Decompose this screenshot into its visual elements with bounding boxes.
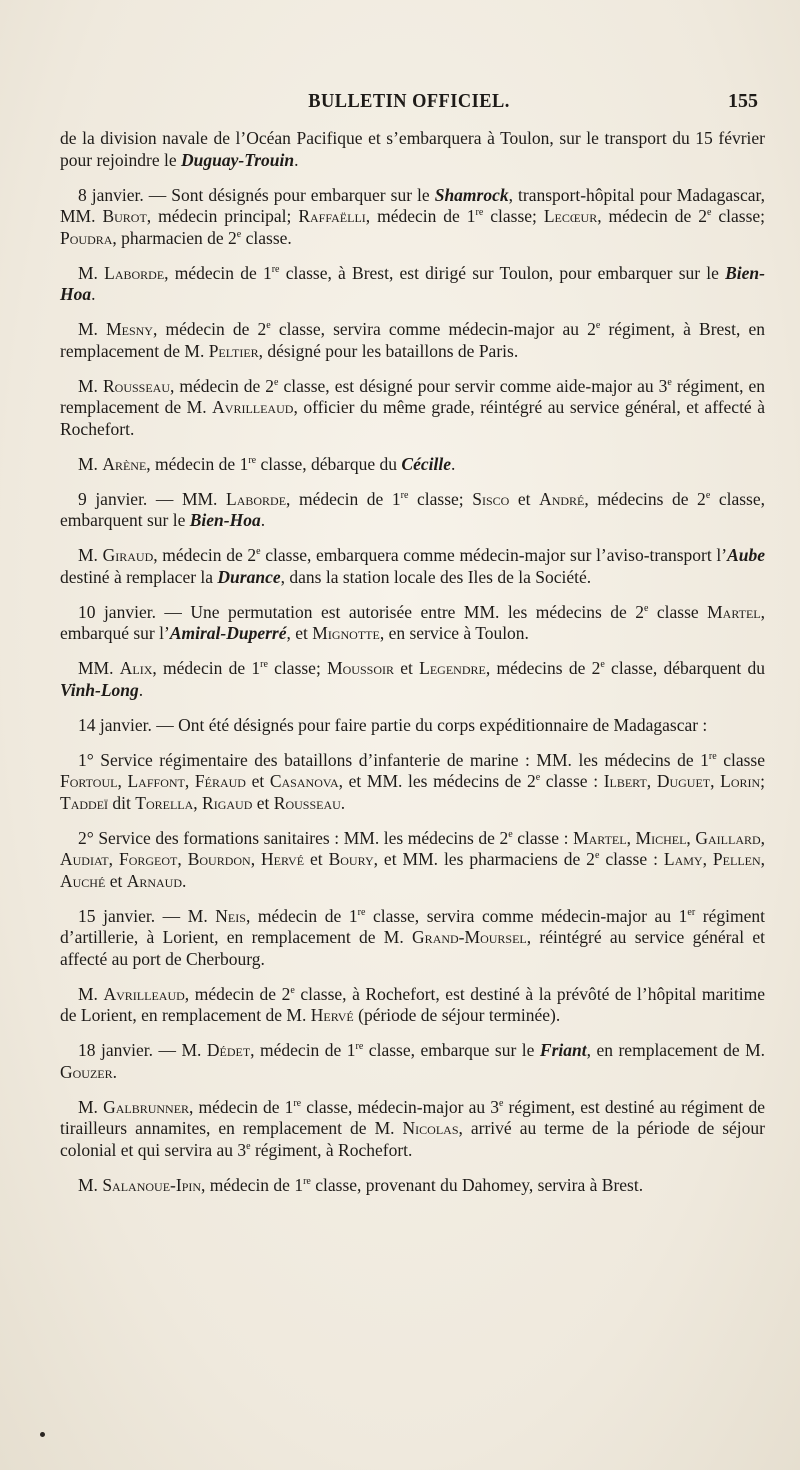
paragraph [60, 984, 765, 1027]
text-run: classe : [512, 827, 574, 848]
text-run: classe; [267, 658, 328, 678]
person-name: Poudra [60, 227, 113, 248]
person-name: Rousseau [102, 375, 170, 396]
text-run: , en remplacement de M. [586, 1040, 766, 1060]
text-run: , médecin de 2 [184, 983, 291, 1004]
person-name: Hervé [261, 849, 305, 869]
text-run: , [117, 771, 128, 791]
person-name: Gouzer [60, 1061, 113, 1082]
text-run: , et MM. les médecins de 2 [338, 771, 536, 791]
text-run: classe, débarquent du [604, 658, 765, 678]
paragraph [60, 1175, 765, 1197]
text-run: , médecin de 2 [152, 319, 267, 339]
person-name: Torella [135, 792, 194, 813]
person-name: Avrilleaud [103, 983, 185, 1004]
text-run: , [760, 827, 766, 848]
text-run: classe; [408, 488, 473, 509]
text-run: , dans la station locale des Iles de la Société. [280, 566, 592, 587]
ordinal-suffix: e [508, 828, 513, 840]
text-run: 9 janvier. — MM. [78, 488, 226, 509]
text-run: , médecin de 1 [245, 905, 358, 926]
text-run: , médecin de 1 [250, 1040, 356, 1060]
text-run: classe : [599, 849, 664, 869]
paragraph [60, 1040, 765, 1083]
paragraph [60, 376, 765, 441]
person-name: Laffont [127, 771, 185, 791]
ordinal-suffix: e [594, 850, 600, 862]
text-run: . [112, 1061, 118, 1082]
ship-name: Cécille [401, 453, 451, 474]
text-run: . [294, 149, 299, 170]
ordinal-suffix: re [475, 207, 484, 219]
text-run: classe : [540, 771, 604, 791]
text-run: M. [78, 262, 105, 283]
person-name: Mignotte [312, 623, 380, 643]
ordinal-suffix: re [271, 263, 280, 275]
paragraph [60, 128, 765, 171]
text-run: classe, provenant du Dahomey, servira à Brest. [310, 1174, 644, 1195]
person-name: Sisco [472, 488, 510, 509]
ordinal-suffix: re [400, 489, 409, 501]
text-run: , en service à Toulon. [379, 623, 529, 643]
text-run: , [177, 849, 188, 869]
text-run: et [509, 488, 540, 509]
paragraph [60, 185, 765, 250]
text-run: classe, à Brest, est dirigé sur Toulon, pour embarquer sur le [279, 262, 726, 283]
text-run: , médecin de 2 [153, 545, 257, 565]
person-name: Michel [635, 827, 687, 848]
text-run: , transport-hôpital pour Madagascar, MM. [60, 184, 765, 226]
paragraph [60, 263, 765, 306]
ordinal-suffix: e [266, 320, 271, 332]
person-name: Lamy [663, 849, 703, 869]
ordinal-suffix: e [643, 602, 649, 614]
person-name: Pellen [712, 849, 761, 869]
person-name: Auché [60, 870, 106, 891]
person-name: Lorin [720, 771, 761, 791]
text-run: (période de séjour terminée). [353, 1005, 561, 1025]
text-run: régiment, est destiné au régiment de tirailleurs annamites, en remplacement de M. [60, 1096, 765, 1138]
person-name: Dédet [206, 1040, 251, 1060]
text-run: M. [78, 1174, 103, 1195]
text-run: , [193, 792, 203, 813]
person-name: Fortoul [60, 771, 118, 791]
text-run: MM. [78, 658, 120, 678]
person-name: Ilbert [603, 771, 647, 791]
text-run: 18 janvier. — M. [78, 1040, 207, 1060]
text-run: classe [648, 601, 708, 622]
ship-name: Friant [539, 1040, 587, 1060]
ship-name: Duguay-Trouin [181, 149, 295, 170]
text-run: 14 janvier. — Ont été désignés pour faire partie du corps expéditionnaire de Madagascar : [78, 714, 708, 735]
text-run: régiment, à Brest, en remplacement de M. [60, 319, 765, 361]
text-run: , [184, 771, 195, 791]
text-run: . [450, 453, 456, 474]
text-run: , médecin de 1 [286, 488, 401, 509]
person-name: Salanoue-Ipin [102, 1174, 202, 1195]
text-run: , [760, 849, 766, 869]
text-run: , médecins de 2 [584, 488, 706, 509]
ordinal-suffix: re [260, 659, 268, 671]
ordinal-suffix: e [706, 207, 712, 219]
ink-dot [40, 1432, 45, 1437]
text-run: , [710, 771, 721, 791]
ordinal-suffix: e [600, 659, 605, 671]
person-name: Laborde [226, 488, 287, 509]
text-run: , officier du même grade, réintégré au service général, et affecté à Rochefort. [60, 397, 765, 439]
person-name: Neis [215, 905, 246, 926]
page-number: 155 [728, 90, 758, 112]
ship-name: Aube [727, 545, 766, 565]
ordinal-suffix: e [595, 320, 601, 332]
paragraph [60, 750, 765, 815]
text-run: régiment d’artillerie, à Lorient, en remplacement de M. [60, 905, 765, 947]
running-head: BULLETIN OFFICIEL. [308, 90, 510, 112]
person-name: Bourdon [187, 849, 251, 869]
person-name: Lecœur [543, 206, 598, 226]
text-run: classe, embarque sur le [363, 1040, 540, 1060]
text-run: 10 janvier. — Une permutation est autorisée entre MM. les médecins de 2 [78, 601, 644, 622]
text-run: classe, débarque du [256, 453, 402, 474]
text-run: , [702, 849, 713, 869]
text-run: ; [760, 771, 766, 791]
text-run: et [393, 658, 420, 678]
text-run: M. [78, 545, 103, 565]
text-run: classe, embarquent sur le [60, 488, 765, 530]
person-name: Avrilleaud [212, 397, 294, 417]
person-name: Arène [102, 453, 147, 474]
person-name: Martel [707, 601, 761, 622]
ordinal-suffix: e [290, 984, 295, 996]
text-run: , médecin de 1 [152, 658, 261, 678]
text-run: et [105, 870, 127, 891]
text-run: . [182, 870, 187, 891]
person-name: Peltier [208, 340, 259, 361]
ordinal-suffix: re [293, 1097, 302, 1109]
person-name: Forgeot [118, 849, 178, 869]
text-run: , médecin de 2 [170, 375, 275, 396]
text-run: , [626, 827, 636, 848]
person-name: Féraud [194, 771, 246, 791]
person-name: Audiat [60, 849, 109, 869]
text-run: 1° Service régimentaire des bataillons d’infanterie de marine : MM. les médecins de 1 [78, 749, 709, 770]
ordinal-suffix: re [355, 1041, 364, 1053]
text-run: , médecin de 1 [164, 262, 272, 283]
text-run: , et [286, 623, 313, 643]
person-name: Alix [119, 658, 153, 678]
text-run: , arrivé au terme de la période de séjour colonial et qui servira au 3 [60, 1118, 765, 1160]
ship-name: Vinh-Long [60, 679, 139, 700]
person-name: Legendre [419, 658, 486, 678]
text-run: classe, à Rochefort, est destiné à la prévôté de l’hôpital maritime de Lorient, en remplacement de M. [60, 983, 766, 1025]
ship-name: Durance [217, 566, 281, 587]
person-name: Laborde [104, 262, 165, 283]
text-run: , et MM. les pharmaciens de 2 [373, 849, 595, 869]
person-name: Moussoir [327, 658, 394, 678]
text-run: de la division navale de l’Océan Pacifique et s’embarquera à Toulon, sur le transport du 15 février pour rejoindre le [60, 128, 765, 170]
paragraph [60, 1097, 765, 1162]
paragraph [60, 602, 765, 645]
person-name: Giraud [102, 545, 154, 565]
person-name: Galbrunner [103, 1096, 190, 1117]
text-run: 8 janvier. — Sont désignés pour embarquer sur le [78, 184, 435, 205]
ordinal-suffix: e [236, 228, 242, 240]
text-run: , pharmacien de 2 [112, 227, 237, 248]
text-run: , médecin principal; [146, 206, 299, 226]
text-run: et [252, 792, 274, 813]
text-run: classe; [711, 206, 766, 226]
text-run: régiment, en remplacement de M. [60, 375, 765, 417]
person-name: Duguet [656, 771, 711, 791]
paragraph [60, 658, 765, 701]
paragraph [60, 828, 765, 893]
text-run: classe. [241, 227, 292, 248]
person-name: Mesny [106, 319, 153, 339]
text-run: , médecin de 1 [189, 1096, 294, 1117]
ship-name: Bien-Hoa [189, 510, 261, 530]
text-run: M. [78, 1096, 104, 1117]
ordinal-suffix: re [303, 1175, 311, 1187]
ordinal-suffix: e [498, 1097, 504, 1109]
person-name: Nicolas [402, 1118, 459, 1138]
ordinal-suffix: er [687, 906, 696, 918]
text-run: classe, est désigné pour servir comme aide-major au 3 [278, 375, 668, 396]
text-run: , médecins de 2 [485, 658, 601, 678]
text-run: , médecin de 2 [597, 206, 707, 226]
text-run: , médecin de 1 [365, 206, 476, 226]
ordinal-suffix: e [535, 772, 541, 784]
person-name: Gaillard [695, 827, 761, 848]
ordinal-suffix: re [248, 454, 257, 466]
text-run: classe [716, 749, 765, 770]
ordinal-suffix: e [246, 1140, 251, 1152]
text-run: et [304, 849, 329, 869]
ordinal-suffix: re [708, 750, 717, 762]
text-run: et [245, 771, 270, 791]
text-run: M. [78, 983, 104, 1004]
person-name: Arnaud [126, 870, 183, 891]
text-run: régiment, à Rochefort. [250, 1139, 413, 1160]
ordinal-suffix: e [256, 546, 261, 558]
paragraph [60, 715, 765, 737]
text-run: 2° Service des formations sanitaires : MM. les médecins de 2 [78, 827, 509, 848]
ship-name: Amiral-Duperré [169, 623, 287, 643]
person-name: Casanova [269, 771, 339, 791]
text-run: . [260, 510, 266, 530]
person-name: Burot [102, 206, 147, 226]
ship-name: Shamrock [434, 184, 509, 205]
text-run: , [108, 849, 119, 869]
ship-name: Bien-Hoa [60, 262, 765, 304]
body-text [60, 128, 765, 1210]
person-name: Rousseau [273, 792, 341, 813]
person-name: André [539, 488, 585, 509]
text-run: classe, servira comme médecin-major au 2 [270, 319, 596, 339]
person-name: Hervé [310, 1005, 354, 1025]
text-run: classe, médecin-major au 3 [301, 1096, 499, 1117]
text-run: , médecin de 1 [201, 1174, 304, 1195]
paragraph [60, 906, 765, 971]
ordinal-suffix: e [705, 489, 711, 501]
ordinal-suffix: e [667, 376, 672, 388]
text-run: destiné à remplacer la [60, 566, 218, 587]
text-run: dit [108, 792, 136, 813]
text-run: classe; [483, 206, 544, 226]
text-run: . [138, 679, 144, 700]
person-name: Raffaëlli [298, 206, 366, 226]
person-name: Martel [573, 827, 627, 848]
person-name: Grand-Moursel [412, 927, 527, 947]
text-run: , médecin de 1 [146, 453, 249, 474]
text-run: 15 janvier. — M. [78, 905, 216, 926]
text-run: , embarqué sur l’ [60, 601, 765, 643]
text-run: classe, servira comme médecin-major au 1 [365, 905, 688, 926]
person-name: Taddeï [60, 792, 109, 813]
person-name: Boury [328, 849, 374, 869]
text-run: , réintégré au service général et affecté au port de Cherbourg. [60, 927, 765, 969]
paragraph [60, 454, 765, 476]
text-run: M. [78, 453, 103, 474]
ordinal-suffix: e [274, 376, 279, 388]
paragraph [60, 489, 765, 532]
page-header [60, 90, 758, 122]
text-run: , [646, 771, 657, 791]
text-run: . [340, 792, 346, 813]
paragraph [60, 319, 765, 362]
text-run: classe, embarquera comme médecin-major sur l’aviso-transport l’ [260, 545, 728, 565]
ordinal-suffix: re [357, 906, 366, 918]
text-run: , [250, 849, 262, 869]
text-run: , [686, 827, 696, 848]
text-run: , désigné pour les bataillons de Paris. [258, 340, 519, 361]
text-run: . [91, 284, 96, 304]
text-run: M. [78, 319, 107, 339]
text-run: M. [78, 375, 103, 396]
paragraph [60, 545, 765, 588]
person-name: Rigaud [202, 792, 253, 813]
